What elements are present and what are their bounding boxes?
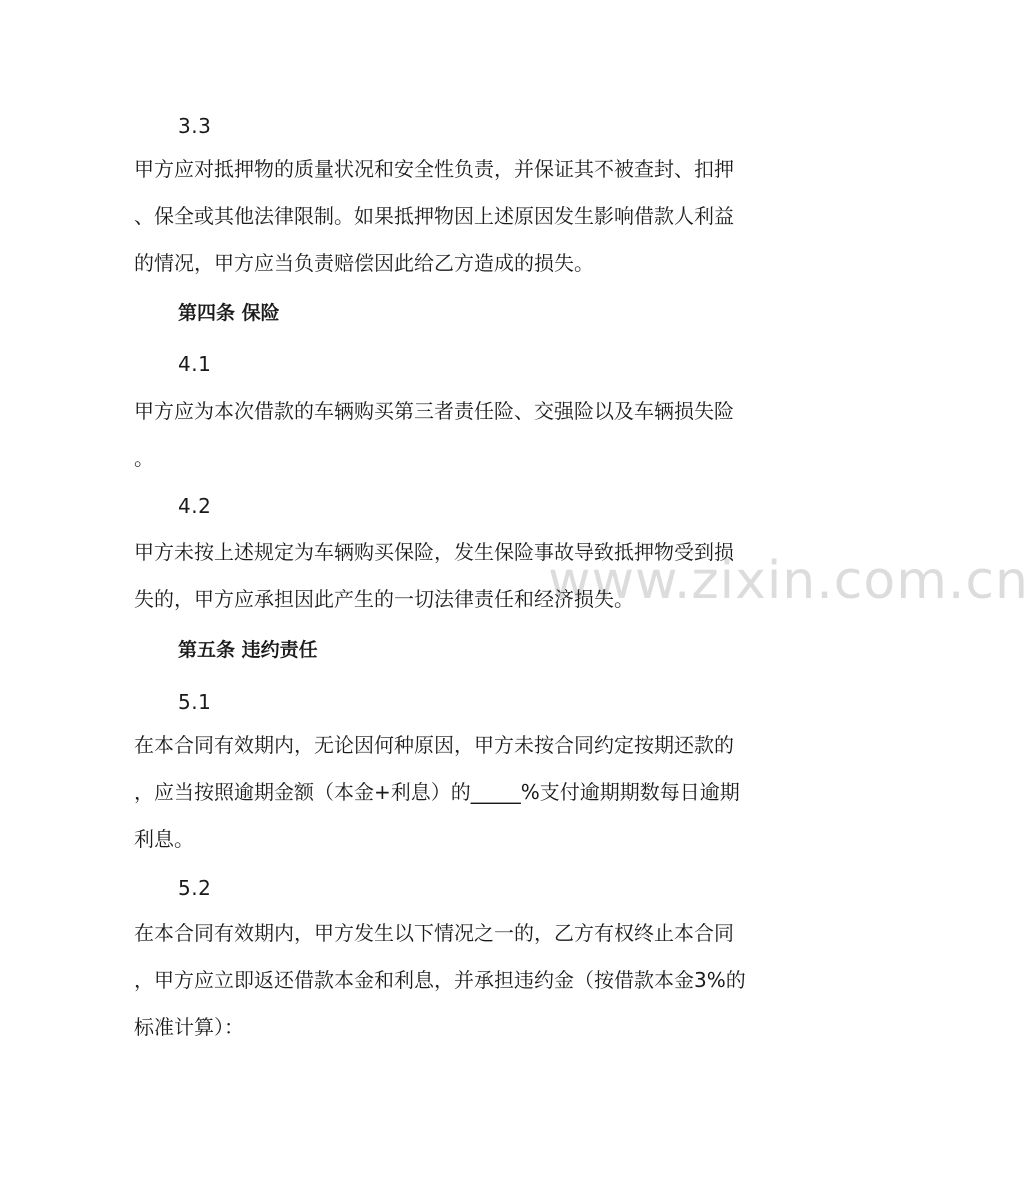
clause-number-4-1: 4.1	[178, 352, 212, 376]
clause-body-5-2	[134, 910, 774, 1051]
clause-body-4-2	[134, 529, 774, 623]
clause-number-3-3: 3.3	[178, 114, 212, 138]
clause-body-5-1	[134, 722, 774, 863]
article-heading-4: 第四条 保险	[178, 302, 280, 324]
paragraph-line: 的情况，甲方应当负责赔偿因此给乙方造成的损失。	[134, 251, 594, 275]
paragraph-line: 甲方应对抵押物的质量状况和安全性负责，并保证其不被查封、扣押	[134, 157, 734, 181]
paragraph-line: 标准计算）：	[134, 1015, 244, 1039]
article-heading-5: 第五条 违约责任	[178, 639, 318, 661]
watermark: www.zixin.com.cn	[548, 551, 1029, 611]
clause-body-3-3	[134, 146, 774, 287]
paragraph-line: ，甲方应立即返还借款本金和利息，并承担违约金（按借款本金3%的	[134, 968, 746, 992]
paragraph-line: ，应当按照逾期金额（本金+利息）的_____%支付逾期期数每日逾期	[134, 780, 740, 804]
clause-number-4-2: 4.2	[178, 494, 212, 518]
paragraph-line: 失的，甲方应承担因此产生的一切法律责任和经济损失。	[134, 587, 634, 611]
paragraph-line: 在本合同有效期内，无论因何种原因，甲方未按合同约定按期还款的	[134, 733, 734, 757]
clause-number-5-2: 5.2	[178, 876, 212, 900]
paragraph-line: 利息。	[134, 827, 194, 851]
paragraph-line: 甲方应为本次借款的车辆购买第三者责任险、交强险以及车辆损失险	[134, 399, 734, 423]
paragraph-line: 。	[134, 446, 154, 470]
paragraph-line: 、保全或其他法律限制。如果抵押物因上述原因发生影响借款人利益	[134, 204, 734, 228]
clause-body-4-1	[134, 388, 774, 482]
paragraph-line: 在本合同有效期内，甲方发生以下情况之一的，乙方有权终止本合同	[134, 921, 734, 945]
clause-number-5-1: 5.1	[178, 690, 212, 714]
paragraph-line: 甲方未按上述规定为车辆购买保险，发生保险事故导致抵押物受到损	[134, 540, 734, 564]
